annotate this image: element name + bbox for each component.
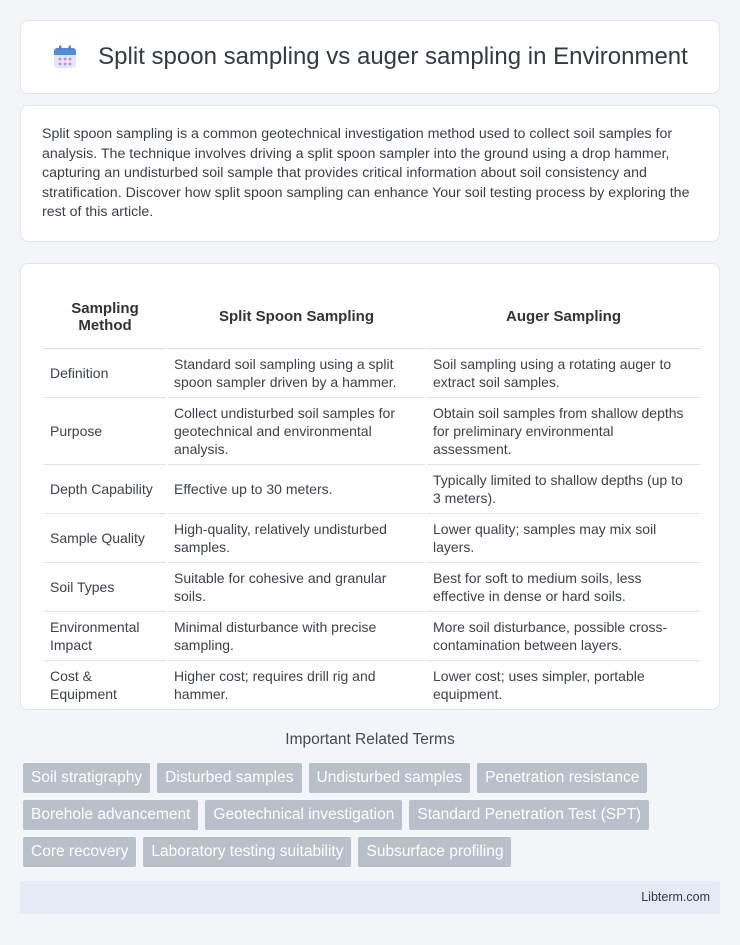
tag-soil-stratigraphy[interactable]: Soil stratigraphy xyxy=(23,763,150,793)
table-cell: Lower cost; uses simpler, portable equipment. xyxy=(427,661,700,710)
table-cell: Higher cost; requires drill rig and hammer. xyxy=(168,661,425,710)
tag-core-recovery[interactable]: Core recovery xyxy=(23,837,136,867)
tag-geotechnical-investigation[interactable]: Geotechnical investigation xyxy=(205,800,402,830)
table-cell: Standard soil sampling using a split spoon sampler driven by a hammer. xyxy=(168,349,425,398)
tag-undisturbed-samples[interactable]: Undisturbed samples xyxy=(309,763,471,793)
page-title: Split spoon sampling vs auger sampling in Environment xyxy=(98,43,688,70)
footer xyxy=(20,881,720,914)
table-row xyxy=(44,398,700,465)
header-card xyxy=(20,20,720,94)
related-terms-list xyxy=(23,763,723,874)
row-label: Depth Capability xyxy=(44,465,166,514)
tag-subsurface-profiling[interactable]: Subsurface profiling xyxy=(358,837,511,867)
table-cell: More soil disturbance, possible cross-contamination between layers. xyxy=(427,612,700,661)
intro-card xyxy=(20,105,720,242)
related-terms-title: Important Related Terms xyxy=(285,731,455,748)
table-cell: Collect undisturbed soil samples for geotechnical and environmental analysis. xyxy=(168,398,425,465)
calendar-icon xyxy=(52,44,78,70)
tag-row xyxy=(23,763,723,793)
table-cell: Best for soft to medium soils, less effective in dense or hard soils. xyxy=(427,563,700,612)
row-label: Cost & Equipment xyxy=(44,661,166,710)
table-cell: Minimal disturbance with precise sampling. xyxy=(168,612,425,661)
table-row xyxy=(44,349,700,398)
row-label: Sample Quality xyxy=(44,514,166,563)
table-row xyxy=(44,563,700,612)
table-row xyxy=(44,612,700,661)
tag-penetration-resistance[interactable]: Penetration resistance xyxy=(477,763,647,793)
table-row xyxy=(44,465,700,514)
table-cell: Suitable for cohesive and granular soils. xyxy=(168,563,425,612)
header-inner xyxy=(52,43,688,71)
table-cell: Typically limited to shallow depths (up to 3 meters). xyxy=(427,465,700,514)
tag-standard-penetration-test[interactable]: Standard Penetration Test (SPT) xyxy=(409,800,649,830)
footer-site-link[interactable]: Libterm.com xyxy=(641,890,710,904)
table-cell: Lower quality; samples may mix soil layers. xyxy=(427,514,700,563)
column-header-auger: Auger Sampling xyxy=(427,285,700,349)
comparison-table xyxy=(42,285,702,710)
intro-text: Split spoon sampling is a common geotechnical investigation method used to collect soil samples for analysis. The technique involves driving a split spoon sampler into the ground using a drop hammer, capturing an undisturbed soil sample that provides critical information about soil consistency and stratification. Discover how split spoon sampling can enhance Your soil testing process by exploring the rest of this article. xyxy=(42,126,690,221)
row-label: Environmental Impact xyxy=(44,612,166,661)
table-row xyxy=(44,661,700,710)
tag-laboratory-testing-suitability[interactable]: Laboratory testing suitability xyxy=(143,837,351,867)
table-cell: High-quality, relatively undisturbed samples. xyxy=(168,514,425,563)
table-cell: Soil sampling using a rotating auger to extract soil samples. xyxy=(427,349,700,398)
table-cell: Effective up to 30 meters. xyxy=(168,465,425,514)
table-cell: Obtain soil samples from shallow depths for preliminary environmental assessment. xyxy=(427,398,700,465)
tag-borehole-advancement[interactable]: Borehole advancement xyxy=(23,800,198,830)
table-header-row xyxy=(44,285,700,349)
row-label: Definition xyxy=(44,349,166,398)
row-label: Soil Types xyxy=(44,563,166,612)
table-row xyxy=(44,514,700,563)
tag-disturbed-samples[interactable]: Disturbed samples xyxy=(157,763,301,793)
comparison-table-card xyxy=(20,263,720,710)
tag-row xyxy=(23,800,723,830)
row-label: Purpose xyxy=(44,398,166,465)
tag-row xyxy=(23,837,723,867)
column-header-method: Sampling Method xyxy=(44,285,166,349)
column-header-split-spoon: Split Spoon Sampling xyxy=(168,285,425,349)
